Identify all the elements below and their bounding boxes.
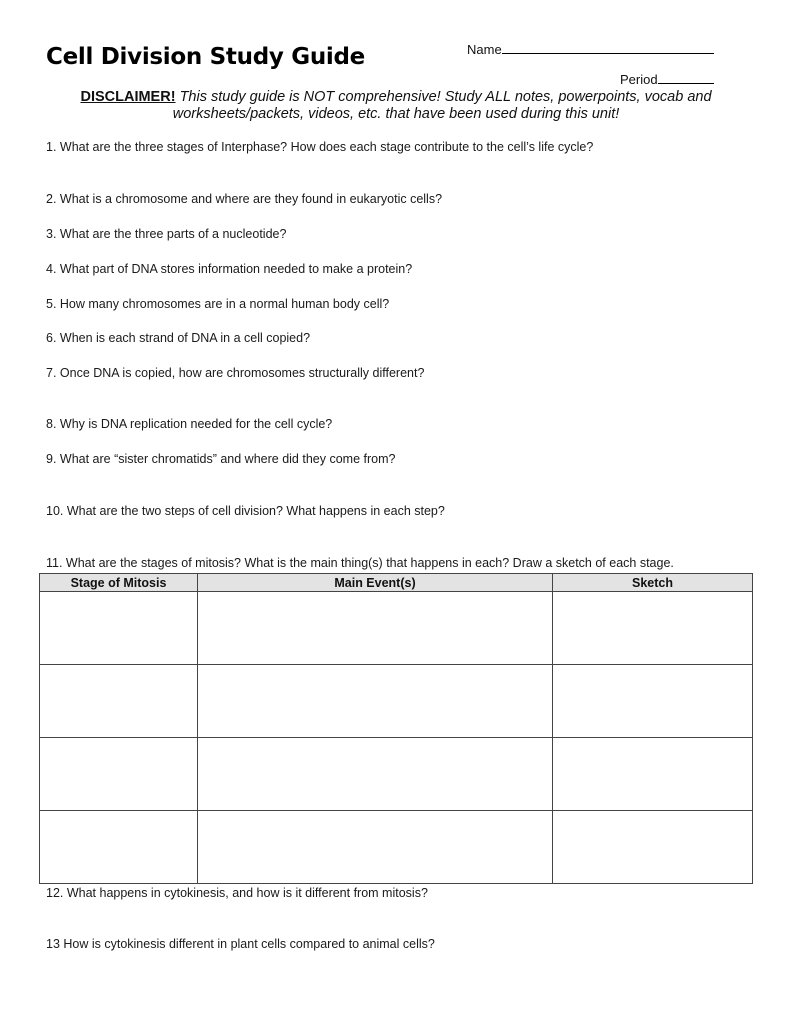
table-row	[40, 811, 753, 884]
main-event-cell[interactable]	[198, 592, 553, 665]
question-11: 11. What are the stages of mitosis? What is the main thing(s) that happens in each? Draw a sketch of each stage.	[46, 556, 674, 570]
period-blank-line[interactable]	[658, 71, 714, 84]
question-12: 12. What happens in cytokinesis, and how is it different from mitosis?	[46, 886, 428, 900]
name-field[interactable]	[467, 41, 714, 57]
stage-cell[interactable]	[40, 665, 198, 738]
period-label: Period	[620, 72, 658, 87]
question-4: 4. What part of DNA stores information needed to make a protein?	[46, 262, 413, 276]
sketch-cell[interactable]	[553, 665, 753, 738]
disclaimer-text: This study guide is NOT comprehensive! Study ALL notes, powerpoints, vocab and worksheets/packets, videos, etc. that have been used during this unit!	[172, 89, 712, 122]
table-header-row	[40, 574, 753, 592]
page-title: Cell Division Study Guide	[46, 44, 365, 70]
main-event-cell[interactable]	[198, 665, 553, 738]
header-sketch: Sketch	[553, 574, 753, 592]
disclaimer	[60, 89, 732, 123]
question-5: 5. How many chromosomes are in a normal human body cell?	[46, 297, 390, 311]
main-event-cell[interactable]	[198, 811, 553, 884]
stage-cell[interactable]	[40, 592, 198, 665]
header-stage-of-mitosis: Stage of Mitosis	[40, 574, 198, 592]
stage-cell[interactable]	[40, 738, 198, 811]
question-10: 10. What are the two steps of cell division? What happens in each step?	[46, 504, 445, 518]
question-8: 8. Why is DNA replication needed for the cell cycle?	[46, 417, 333, 431]
main-event-cell[interactable]	[198, 738, 553, 811]
mitosis-table	[39, 573, 753, 884]
name-blank-line[interactable]	[502, 41, 714, 54]
question-13: 13 How is cytokinesis different in plant cells compared to animal cells?	[46, 937, 435, 951]
question-1: 1. What are the three stages of Interphase? How does each stage contribute to the cell’s life cycle?	[46, 140, 594, 154]
table-row	[40, 592, 753, 665]
question-7: 7. Once DNA is copied, how are chromosomes structurally different?	[46, 366, 425, 380]
question-9: 9. What are “sister chromatids” and where did they come from?	[46, 452, 396, 466]
question-2: 2. What is a chromosome and where are they found in eukaryotic cells?	[46, 192, 443, 206]
disclaimer-label: DISCLAIMER!	[80, 89, 176, 105]
period-field[interactable]	[620, 71, 714, 87]
table-row	[40, 665, 753, 738]
question-3: 3. What are the three parts of a nucleotide?	[46, 227, 287, 241]
question-6: 6. When is each strand of DNA in a cell copied?	[46, 331, 311, 345]
sketch-cell[interactable]	[553, 592, 753, 665]
header-main-events: Main Event(s)	[198, 574, 553, 592]
table-row	[40, 738, 753, 811]
sketch-cell[interactable]	[553, 738, 753, 811]
name-label: Name	[467, 42, 502, 57]
stage-cell[interactable]	[40, 811, 198, 884]
sketch-cell[interactable]	[553, 811, 753, 884]
